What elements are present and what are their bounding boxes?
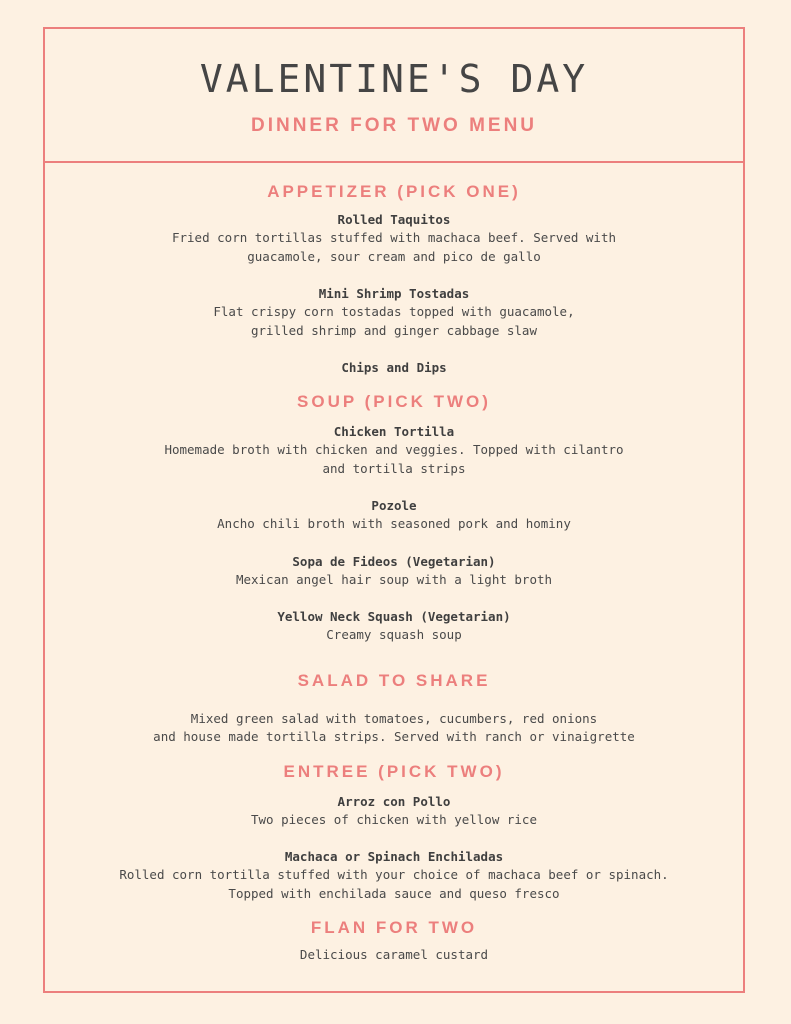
item-description: Two pieces of chicken with yellow rice xyxy=(251,811,537,827)
item-name: Arroz con Pollo xyxy=(337,793,451,809)
item-name: Yellow Neck Squash (Vegetarian) xyxy=(277,609,511,624)
item-name: Sopa de Fideos (Vegetarian) xyxy=(292,553,496,569)
item-description: Homemade broth with chicken and veggies. Topped with cilantro and tortilla strips xyxy=(164,442,624,476)
menu-content xyxy=(45,181,743,965)
item-description: Creamy squash soup xyxy=(326,627,462,642)
item-name: Machaca or Spinach Enchiladas xyxy=(284,849,504,864)
section-title-entree: ENTREE (PICK TWO) xyxy=(283,761,505,781)
item-description: Fried corn tortillas stuffed with machaca beef. Served with guacamole, sour cream and pico de gallo xyxy=(171,230,616,264)
menu-frame xyxy=(43,27,745,993)
item-name: Chicken Tortilla xyxy=(333,424,455,439)
item-description: Mexican angel hair soup with a light broth xyxy=(235,571,553,587)
menu-subtitle: DINNER FOR TWO MENU xyxy=(250,115,538,136)
section-title-salad: SALAD TO SHARE xyxy=(297,670,491,690)
item-name: Pozole xyxy=(371,498,417,513)
section-title-soup: SOUP (PICK TWO) xyxy=(297,392,491,411)
item-name: Chips and Dips xyxy=(341,360,447,375)
item-description: Delicious caramel custard xyxy=(299,947,489,962)
item-description: Flat crispy corn tostadas topped with guacamole, grilled shrimp and ginger cabbage slaw xyxy=(213,304,575,338)
item-description: Ancho chili broth with seasoned pork and hominy xyxy=(217,516,571,531)
menu-header xyxy=(45,29,743,163)
menu-title: VALENTINE'S DAY xyxy=(199,57,589,101)
item-name: Rolled Taquitos xyxy=(337,212,451,227)
item-description: Rolled corn tortilla stuffed with your choice of machaca beef or spinach. Topped with enchilada sauce and queso fresco xyxy=(119,867,669,901)
item-name: Mini Shrimp Tostadas xyxy=(318,286,470,301)
item-description: Mixed green salad with tomatoes, cucumbers, red onions and house made tortilla strips. Served with ranch or vinaigrette xyxy=(153,710,635,744)
section-title-flan: FLAN FOR TWO xyxy=(310,918,478,937)
section-title-appetizer: APPETIZER (PICK ONE) xyxy=(267,182,521,201)
